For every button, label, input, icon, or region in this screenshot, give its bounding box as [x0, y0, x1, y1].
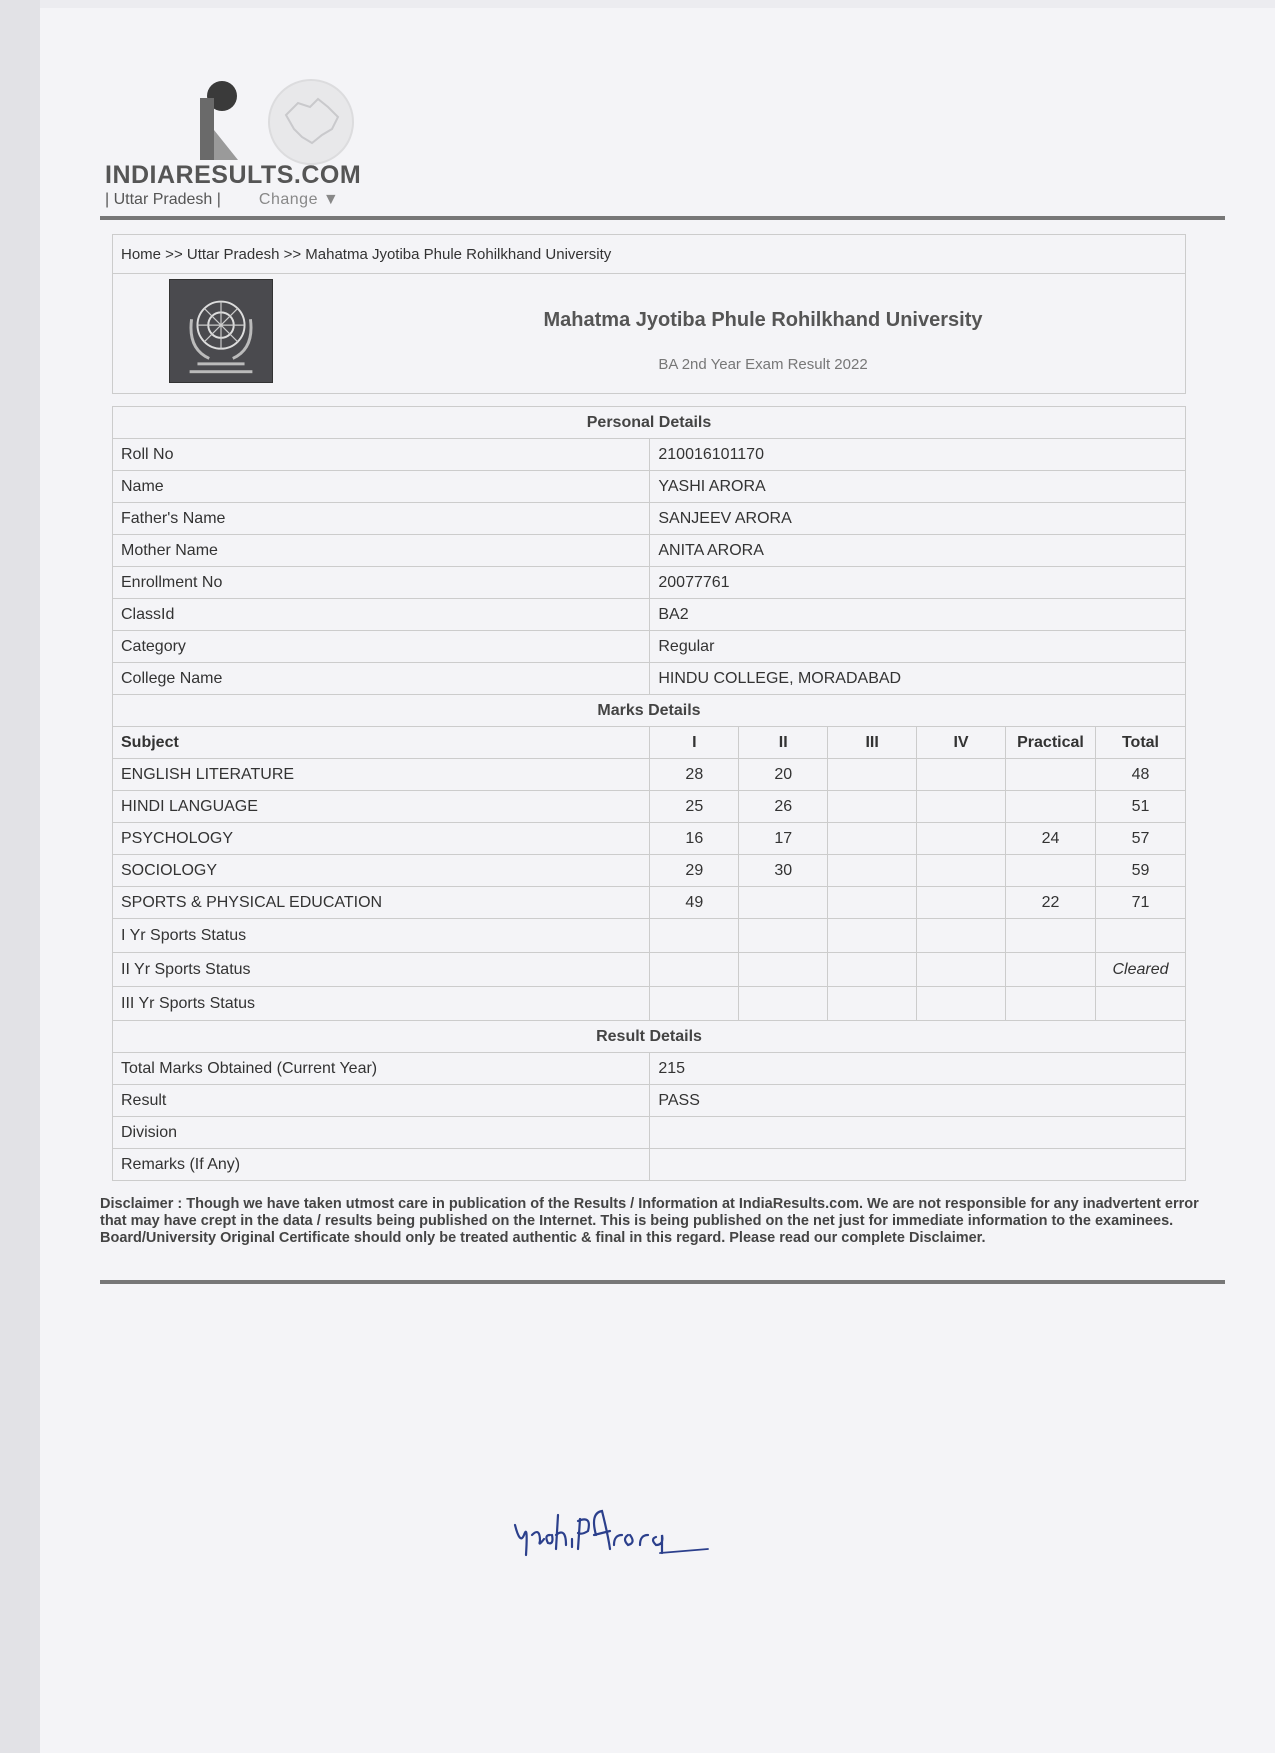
result-row	[113, 1149, 1186, 1181]
field-value: ANITA ARORA	[650, 535, 1186, 567]
field-label: ClassId	[113, 599, 650, 631]
sports-label: III Yr Sports Status	[113, 987, 650, 1021]
field-value: PASS	[650, 1085, 1186, 1117]
mark-cell: 25	[650, 791, 739, 823]
field-label: Category	[113, 631, 650, 663]
mark-cell	[917, 855, 1006, 887]
exam-title: BA 2nd Year Exam Result 2022	[658, 356, 868, 373]
personal-details-heading	[113, 407, 1186, 439]
subject-name: HINDI LANGUAGE	[113, 791, 650, 823]
bottom-divider	[100, 1280, 1225, 1284]
section-title: Personal Details	[113, 407, 1186, 439]
field-label: Result	[113, 1085, 650, 1117]
scan-edge	[0, 0, 40, 1753]
field-value: 215	[650, 1053, 1186, 1085]
field-value: 20077761	[650, 567, 1186, 599]
mark-cell	[917, 887, 1006, 919]
total-cell: 57	[1095, 823, 1185, 855]
sports-status	[1095, 987, 1185, 1021]
top-divider	[100, 216, 1225, 220]
result-table	[112, 406, 1186, 1181]
column-header: Total	[1095, 727, 1185, 759]
disclaimer-text: Disclaimer : Though we have taken utmost care in publication of the Results / Information at IndiaResults.com. We are not responsible for any inadvertent error that may have crept in the data / results being published on the Internet. This is being published on the net just for immediate information to the examinees. Board/University Original Certificate should only be treated authentic & final in this regard. Please read our complete Disclaimer.	[100, 1196, 1199, 1246]
result-row	[113, 1085, 1186, 1117]
field-label: Name	[113, 471, 650, 503]
mark-cell	[828, 759, 917, 791]
marks-header-row	[113, 727, 1186, 759]
university-logo	[169, 279, 273, 383]
subject-name: PSYCHOLOGY	[113, 823, 650, 855]
personal-row	[113, 471, 1186, 503]
personal-row	[113, 439, 1186, 471]
subject-name: SPORTS & PHYSICAL EDUCATION	[113, 887, 650, 919]
field-value: BA2	[650, 599, 1186, 631]
mark-cell: 17	[739, 823, 828, 855]
field-value: 210016101170	[650, 439, 1186, 471]
section-title: Marks Details	[113, 695, 1186, 727]
field-label: Mother Name	[113, 535, 650, 567]
field-label: Total Marks Obtained (Current Year)	[113, 1053, 650, 1085]
state-map-icon	[266, 77, 356, 167]
mark-cell: 29	[650, 855, 739, 887]
marks-details-heading	[113, 695, 1186, 727]
university-header	[112, 274, 1186, 394]
site-logo-icon	[198, 80, 243, 162]
marks-row	[113, 823, 1186, 855]
mark-cell	[1006, 759, 1096, 791]
sports-status-row	[113, 919, 1186, 953]
column-header: Subject	[113, 727, 650, 759]
mark-cell: 26	[739, 791, 828, 823]
column-header: I	[650, 727, 739, 759]
total-cell: 71	[1095, 887, 1185, 919]
mark-cell	[828, 855, 917, 887]
mark-cell	[1006, 791, 1096, 823]
mark-cell: 20	[739, 759, 828, 791]
sports-status	[1095, 919, 1185, 953]
personal-row	[113, 631, 1186, 663]
field-value: SANJEEV ARORA	[650, 503, 1186, 535]
field-label: Division	[113, 1117, 650, 1149]
marks-row	[113, 791, 1186, 823]
field-value: HINDU COLLEGE, MORADABAD	[650, 663, 1186, 695]
mark-cell: 22	[1006, 887, 1096, 919]
result-details-heading	[113, 1021, 1186, 1053]
column-header: Practical	[1006, 727, 1096, 759]
field-value	[650, 1117, 1186, 1149]
mark-cell	[917, 759, 1006, 791]
handwritten-signature	[510, 1505, 735, 1580]
total-cell: 51	[1095, 791, 1185, 823]
column-header: II	[739, 727, 828, 759]
region-label: | Uttar Pradesh |	[105, 191, 221, 208]
field-value	[650, 1149, 1186, 1181]
marks-row	[113, 855, 1186, 887]
university-name: Mahatma Jyotiba Phule Rohilkhand University	[543, 309, 983, 331]
total-cell: 48	[1095, 759, 1185, 791]
personal-row	[113, 503, 1186, 535]
column-header: III	[828, 727, 917, 759]
sports-status-row	[113, 987, 1186, 1021]
result-row	[113, 1117, 1186, 1149]
field-value: Regular	[650, 631, 1186, 663]
personal-row	[113, 567, 1186, 599]
sports-status-row	[113, 953, 1186, 987]
subject-name: ENGLISH LITERATURE	[113, 759, 650, 791]
mark-cell: 28	[650, 759, 739, 791]
mark-cell: 24	[1006, 823, 1096, 855]
breadcrumb[interactable]: Home >> Uttar Pradesh >> Mahatma Jyotiba Phule Rohilkhand University	[112, 234, 1186, 274]
mark-cell	[828, 791, 917, 823]
mark-cell	[917, 823, 1006, 855]
sports-label: I Yr Sports Status	[113, 919, 650, 953]
marks-row	[113, 887, 1186, 919]
mark-cell: 16	[650, 823, 739, 855]
mark-cell	[828, 887, 917, 919]
field-label: Enrollment No	[113, 567, 650, 599]
personal-row	[113, 535, 1186, 567]
field-label: Father's Name	[113, 503, 650, 535]
marks-row	[113, 759, 1186, 791]
site-brand[interactable]: INDIARESULTS.COM	[105, 161, 362, 189]
field-label: Remarks (If Any)	[113, 1149, 650, 1181]
subject-name: SOCIOLOGY	[113, 855, 650, 887]
total-cell: 59	[1095, 855, 1185, 887]
mark-cell	[828, 823, 917, 855]
result-frame	[112, 234, 1186, 1181]
mark-cell: 30	[739, 855, 828, 887]
result-row	[113, 1053, 1186, 1085]
region-selector[interactable]	[105, 191, 339, 209]
personal-row	[113, 599, 1186, 631]
mark-cell	[739, 887, 828, 919]
field-label: College Name	[113, 663, 650, 695]
sports-status: Cleared	[1095, 953, 1185, 987]
sports-label: II Yr Sports Status	[113, 953, 650, 987]
mark-cell	[1006, 855, 1096, 887]
column-header: IV	[917, 727, 1006, 759]
mark-cell	[917, 791, 1006, 823]
section-title: Result Details	[113, 1021, 1186, 1053]
field-label: Roll No	[113, 439, 650, 471]
mark-cell: 49	[650, 887, 739, 919]
change-region-link[interactable]: Change ▼	[258, 191, 340, 208]
site-header	[103, 75, 403, 215]
field-value: YASHI ARORA	[650, 471, 1186, 503]
personal-row	[113, 663, 1186, 695]
